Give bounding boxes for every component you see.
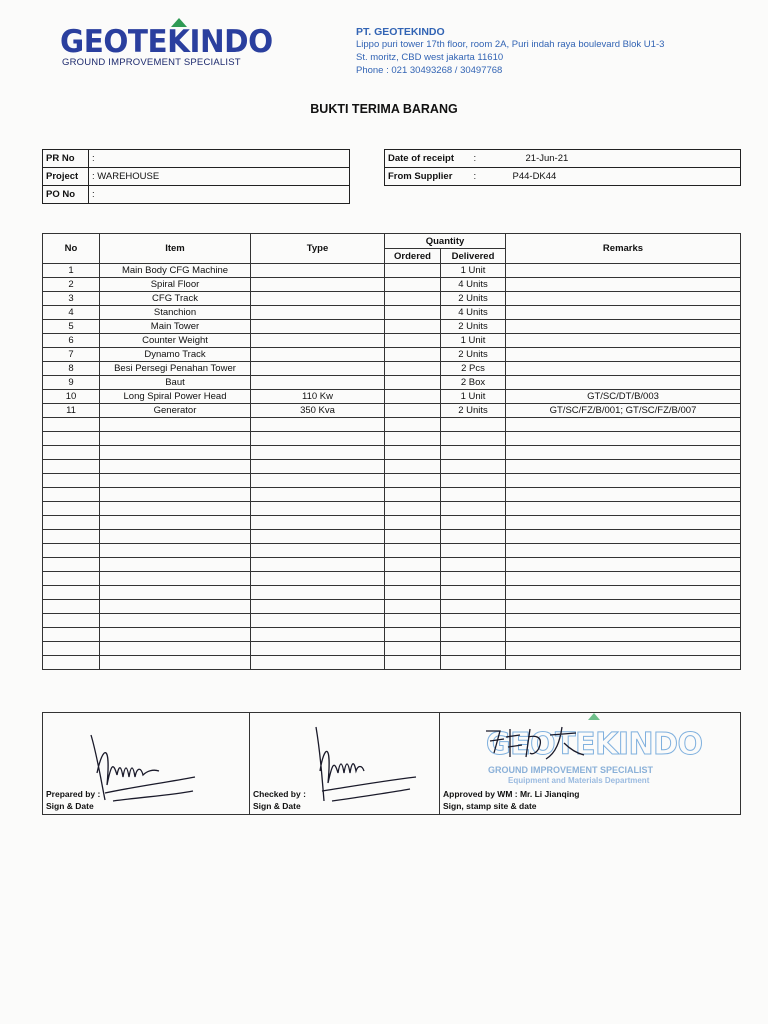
empty-cell	[385, 502, 441, 516]
empty-cell	[43, 446, 100, 460]
table-row	[43, 376, 741, 390]
items-table	[42, 233, 741, 670]
col-header-delivered: Delivered	[441, 249, 506, 264]
table-row	[43, 404, 741, 418]
empty-cell	[506, 418, 741, 432]
empty-cell	[441, 572, 506, 586]
empty-cell	[506, 642, 741, 656]
row-remarks	[506, 306, 741, 320]
row-type: 350 Kva	[251, 404, 385, 418]
row-delivered: 1 Unit	[441, 334, 506, 348]
empty-cell	[100, 614, 251, 628]
empty-cell	[441, 502, 506, 516]
empty-cell	[251, 544, 385, 558]
row-item: Generator	[100, 404, 251, 418]
empty-cell	[100, 460, 251, 474]
empty-cell	[43, 432, 100, 446]
empty-cell	[385, 474, 441, 488]
info-value: 21-Jun-21	[501, 150, 741, 168]
row-type	[251, 278, 385, 292]
empty-cell	[251, 474, 385, 488]
empty-cell	[385, 460, 441, 474]
row-ordered	[385, 320, 441, 334]
empty-cell	[441, 656, 506, 670]
row-number: 8	[43, 362, 100, 376]
row-remarks	[506, 264, 741, 278]
empty-cell	[100, 502, 251, 516]
empty-cell	[506, 544, 741, 558]
empty-cell	[251, 418, 385, 432]
table-row-empty	[43, 432, 741, 446]
checked-by-label: Checked by :	[253, 789, 306, 799]
approved-sign-stamp-label: Sign, stamp site & date	[443, 801, 537, 811]
approved-by-label: Approved by WM : Mr. Li Jianqing	[443, 789, 580, 799]
empty-cell	[251, 600, 385, 614]
approved-by-cell	[440, 713, 741, 815]
empty-cell	[100, 530, 251, 544]
empty-cell	[385, 586, 441, 600]
row-remarks	[506, 362, 741, 376]
info-value: P44-DK44	[501, 168, 741, 186]
row-remarks	[506, 278, 741, 292]
empty-cell	[506, 502, 741, 516]
row-type	[251, 320, 385, 334]
empty-cell	[506, 572, 741, 586]
row-delivered: 1 Unit	[441, 390, 506, 404]
empty-cell	[100, 474, 251, 488]
table-row-empty	[43, 460, 741, 474]
info-separator: :	[471, 168, 501, 186]
row-delivered: 2 Units	[441, 292, 506, 306]
empty-cell	[43, 600, 100, 614]
row-item: Long Spiral Power Head	[100, 390, 251, 404]
row-item: Besi Persegi Penahan Tower	[100, 362, 251, 376]
row-remarks: GT/SC/DT/B/003	[506, 390, 741, 404]
address-phone: Phone : 021 30493268 / 30497768	[356, 65, 503, 76]
prepared-by-label: Prepared by :	[46, 789, 101, 799]
empty-cell	[441, 614, 506, 628]
empty-cell	[43, 530, 100, 544]
table-row-empty	[43, 474, 741, 488]
empty-cell	[251, 614, 385, 628]
signature-approved-icon	[480, 723, 590, 763]
empty-cell	[43, 502, 100, 516]
empty-cell	[43, 572, 100, 586]
empty-cell	[251, 530, 385, 544]
address-line: St. moritz, CBD west jakarta 11610	[356, 52, 504, 63]
info-row-pr-no	[43, 150, 350, 168]
row-type	[251, 376, 385, 390]
empty-cell	[251, 656, 385, 670]
empty-cell	[43, 474, 100, 488]
empty-cell	[251, 572, 385, 586]
empty-cell	[441, 628, 506, 642]
info-separator: :	[471, 150, 501, 168]
company-name: PT. GEOTEKINDO	[356, 26, 445, 38]
empty-cell	[441, 488, 506, 502]
empty-cell	[441, 460, 506, 474]
row-type	[251, 348, 385, 362]
empty-cell	[100, 656, 251, 670]
row-item: Counter Weight	[100, 334, 251, 348]
col-header-remarks: Remarks	[506, 234, 741, 264]
row-type	[251, 306, 385, 320]
table-row-empty	[43, 446, 741, 460]
stamp-triangle-icon	[588, 713, 600, 720]
col-header-type: Type	[251, 234, 385, 264]
row-remarks	[506, 334, 741, 348]
row-ordered	[385, 348, 441, 362]
row-delivered: 2 Units	[441, 404, 506, 418]
address-line: Lippo puri tower 17th floor, room 2A, Puri indah raya boulevard Blok U1-3	[356, 39, 665, 50]
empty-cell	[506, 516, 741, 530]
table-row-empty	[43, 530, 741, 544]
empty-cell	[441, 418, 506, 432]
table-row-empty	[43, 642, 741, 656]
left-info-box	[42, 149, 350, 204]
empty-cell	[43, 656, 100, 670]
empty-cell	[385, 656, 441, 670]
empty-cell	[100, 418, 251, 432]
empty-cell	[100, 600, 251, 614]
company-address-block	[356, 26, 664, 77]
row-delivered: 4 Units	[441, 278, 506, 292]
empty-cell	[385, 544, 441, 558]
empty-cell	[43, 460, 100, 474]
row-delivered: 2 Units	[441, 348, 506, 362]
row-item: Stanchion	[100, 306, 251, 320]
row-delivered: 2 Units	[441, 320, 506, 334]
empty-cell	[441, 432, 506, 446]
empty-cell	[385, 446, 441, 460]
empty-cell	[441, 530, 506, 544]
table-row-empty	[43, 558, 741, 572]
empty-cell	[100, 432, 251, 446]
row-number: 10	[43, 390, 100, 404]
empty-cell	[506, 558, 741, 572]
row-number: 4	[43, 306, 100, 320]
empty-cell	[441, 586, 506, 600]
prepared-sign-date-label: Sign & Date	[46, 801, 94, 811]
empty-cell	[385, 600, 441, 614]
row-number: 5	[43, 320, 100, 334]
info-row-from-supplier	[385, 168, 741, 186]
checked-by-cell	[250, 713, 440, 815]
row-ordered	[385, 334, 441, 348]
empty-cell	[251, 516, 385, 530]
table-row-empty	[43, 614, 741, 628]
empty-cell	[100, 586, 251, 600]
empty-cell	[43, 544, 100, 558]
empty-cell	[100, 572, 251, 586]
signature-checked-icon	[298, 721, 418, 806]
empty-cell	[506, 656, 741, 670]
row-remarks	[506, 348, 741, 362]
signature-box	[42, 712, 741, 815]
empty-cell	[100, 544, 251, 558]
row-type	[251, 264, 385, 278]
empty-cell	[251, 460, 385, 474]
empty-cell	[385, 418, 441, 432]
prepared-by-cell	[43, 713, 250, 815]
row-number: 1	[43, 264, 100, 278]
company-logo: GEOTEKINDO	[60, 24, 273, 60]
table-row-empty	[43, 502, 741, 516]
row-remarks	[506, 292, 741, 306]
info-label: PR No	[43, 150, 89, 168]
table-row	[43, 264, 741, 278]
empty-cell	[385, 572, 441, 586]
empty-cell	[441, 544, 506, 558]
table-row	[43, 390, 741, 404]
empty-cell	[100, 446, 251, 460]
empty-cell	[43, 642, 100, 656]
row-item: Main Body CFG Machine	[100, 264, 251, 278]
row-delivered: 2 Pcs	[441, 362, 506, 376]
empty-cell	[385, 432, 441, 446]
right-info-box	[384, 149, 741, 186]
info-value: :	[89, 186, 350, 204]
row-item: Baut	[100, 376, 251, 390]
empty-cell	[385, 558, 441, 572]
info-row-project	[43, 168, 350, 186]
empty-cell	[251, 642, 385, 656]
empty-cell	[506, 460, 741, 474]
stamp-tagline: GROUND IMPROVEMENT SPECIALIST	[488, 765, 654, 775]
row-type: 110 Kw	[251, 390, 385, 404]
col-header-no: No	[43, 234, 100, 264]
empty-cell	[43, 628, 100, 642]
stamp-department: Equipment and Materials Department	[508, 776, 650, 785]
row-ordered	[385, 404, 441, 418]
empty-cell	[251, 586, 385, 600]
signature-prepared-icon	[83, 725, 203, 807]
empty-cell	[100, 642, 251, 656]
col-header-item: Item	[100, 234, 251, 264]
empty-cell	[385, 488, 441, 502]
empty-cell	[506, 446, 741, 460]
row-remarks	[506, 320, 741, 334]
empty-cell	[441, 600, 506, 614]
table-row-empty	[43, 516, 741, 530]
items-table-body	[43, 264, 741, 670]
table-row-empty	[43, 656, 741, 670]
empty-cell	[441, 642, 506, 656]
empty-cell	[506, 614, 741, 628]
empty-cell	[43, 418, 100, 432]
empty-cell	[506, 488, 741, 502]
table-row-empty	[43, 600, 741, 614]
table-row	[43, 320, 741, 334]
empty-cell	[43, 586, 100, 600]
table-row-empty	[43, 572, 741, 586]
row-item: Dynamo Track	[100, 348, 251, 362]
info-row-date-of-receipt	[385, 150, 741, 168]
table-row	[43, 306, 741, 320]
table-row	[43, 348, 741, 362]
row-number: 2	[43, 278, 100, 292]
empty-cell	[100, 516, 251, 530]
row-number: 3	[43, 292, 100, 306]
empty-cell	[100, 558, 251, 572]
row-delivered: 2 Box	[441, 376, 506, 390]
row-item: Spiral Floor	[100, 278, 251, 292]
info-label: Project	[43, 168, 89, 186]
empty-cell	[441, 474, 506, 488]
row-item: Main Tower	[100, 320, 251, 334]
empty-cell	[506, 586, 741, 600]
empty-cell	[385, 642, 441, 656]
empty-cell	[441, 558, 506, 572]
empty-cell	[43, 558, 100, 572]
empty-cell	[506, 600, 741, 614]
row-number: 9	[43, 376, 100, 390]
table-row	[43, 334, 741, 348]
empty-cell	[43, 614, 100, 628]
row-type	[251, 334, 385, 348]
empty-cell	[385, 530, 441, 544]
table-row-empty	[43, 628, 741, 642]
col-header-quantity: Quantity	[385, 234, 506, 249]
info-row-po-no	[43, 186, 350, 204]
row-ordered	[385, 362, 441, 376]
row-type	[251, 362, 385, 376]
table-row-empty	[43, 544, 741, 558]
empty-cell	[251, 558, 385, 572]
table-row-empty	[43, 418, 741, 432]
row-ordered	[385, 376, 441, 390]
empty-cell	[441, 446, 506, 460]
empty-cell	[100, 628, 251, 642]
row-ordered	[385, 264, 441, 278]
info-label: From Supplier	[385, 168, 471, 186]
empty-cell	[506, 530, 741, 544]
empty-cell	[441, 516, 506, 530]
table-row-empty	[43, 488, 741, 502]
row-number: 7	[43, 348, 100, 362]
empty-cell	[251, 488, 385, 502]
empty-cell	[43, 516, 100, 530]
empty-cell	[43, 488, 100, 502]
row-delivered: 1 Unit	[441, 264, 506, 278]
table-row	[43, 278, 741, 292]
checked-sign-date-label: Sign & Date	[253, 801, 301, 811]
col-header-ordered: Ordered	[385, 249, 441, 264]
row-number: 11	[43, 404, 100, 418]
empty-cell	[251, 432, 385, 446]
empty-cell	[385, 614, 441, 628]
row-ordered	[385, 278, 441, 292]
row-remarks	[506, 376, 741, 390]
empty-cell	[506, 432, 741, 446]
row-ordered	[385, 306, 441, 320]
empty-cell	[251, 628, 385, 642]
info-label: PO No	[43, 186, 89, 204]
empty-cell	[251, 446, 385, 460]
empty-cell	[100, 488, 251, 502]
info-label: Date of receipt	[385, 150, 471, 168]
table-row-empty	[43, 586, 741, 600]
row-number: 6	[43, 334, 100, 348]
info-value: :	[89, 150, 350, 168]
info-value: : WAREHOUSE	[89, 168, 350, 186]
table-row	[43, 362, 741, 376]
row-item: CFG Track	[100, 292, 251, 306]
document-title: BUKTI TERIMA BARANG	[310, 102, 458, 116]
row-delivered: 4 Units	[441, 306, 506, 320]
empty-cell	[506, 474, 741, 488]
row-ordered	[385, 292, 441, 306]
company-stamp: GEOTEKINDO	[486, 727, 703, 762]
empty-cell	[385, 516, 441, 530]
table-row	[43, 292, 741, 306]
row-remarks: GT/SC/FZ/B/001; GT/SC/FZ/B/007	[506, 404, 741, 418]
row-type	[251, 292, 385, 306]
empty-cell	[251, 502, 385, 516]
row-ordered	[385, 390, 441, 404]
logo-tagline: GROUND IMPROVEMENT SPECIALIST	[62, 57, 241, 68]
empty-cell	[385, 628, 441, 642]
empty-cell	[506, 628, 741, 642]
